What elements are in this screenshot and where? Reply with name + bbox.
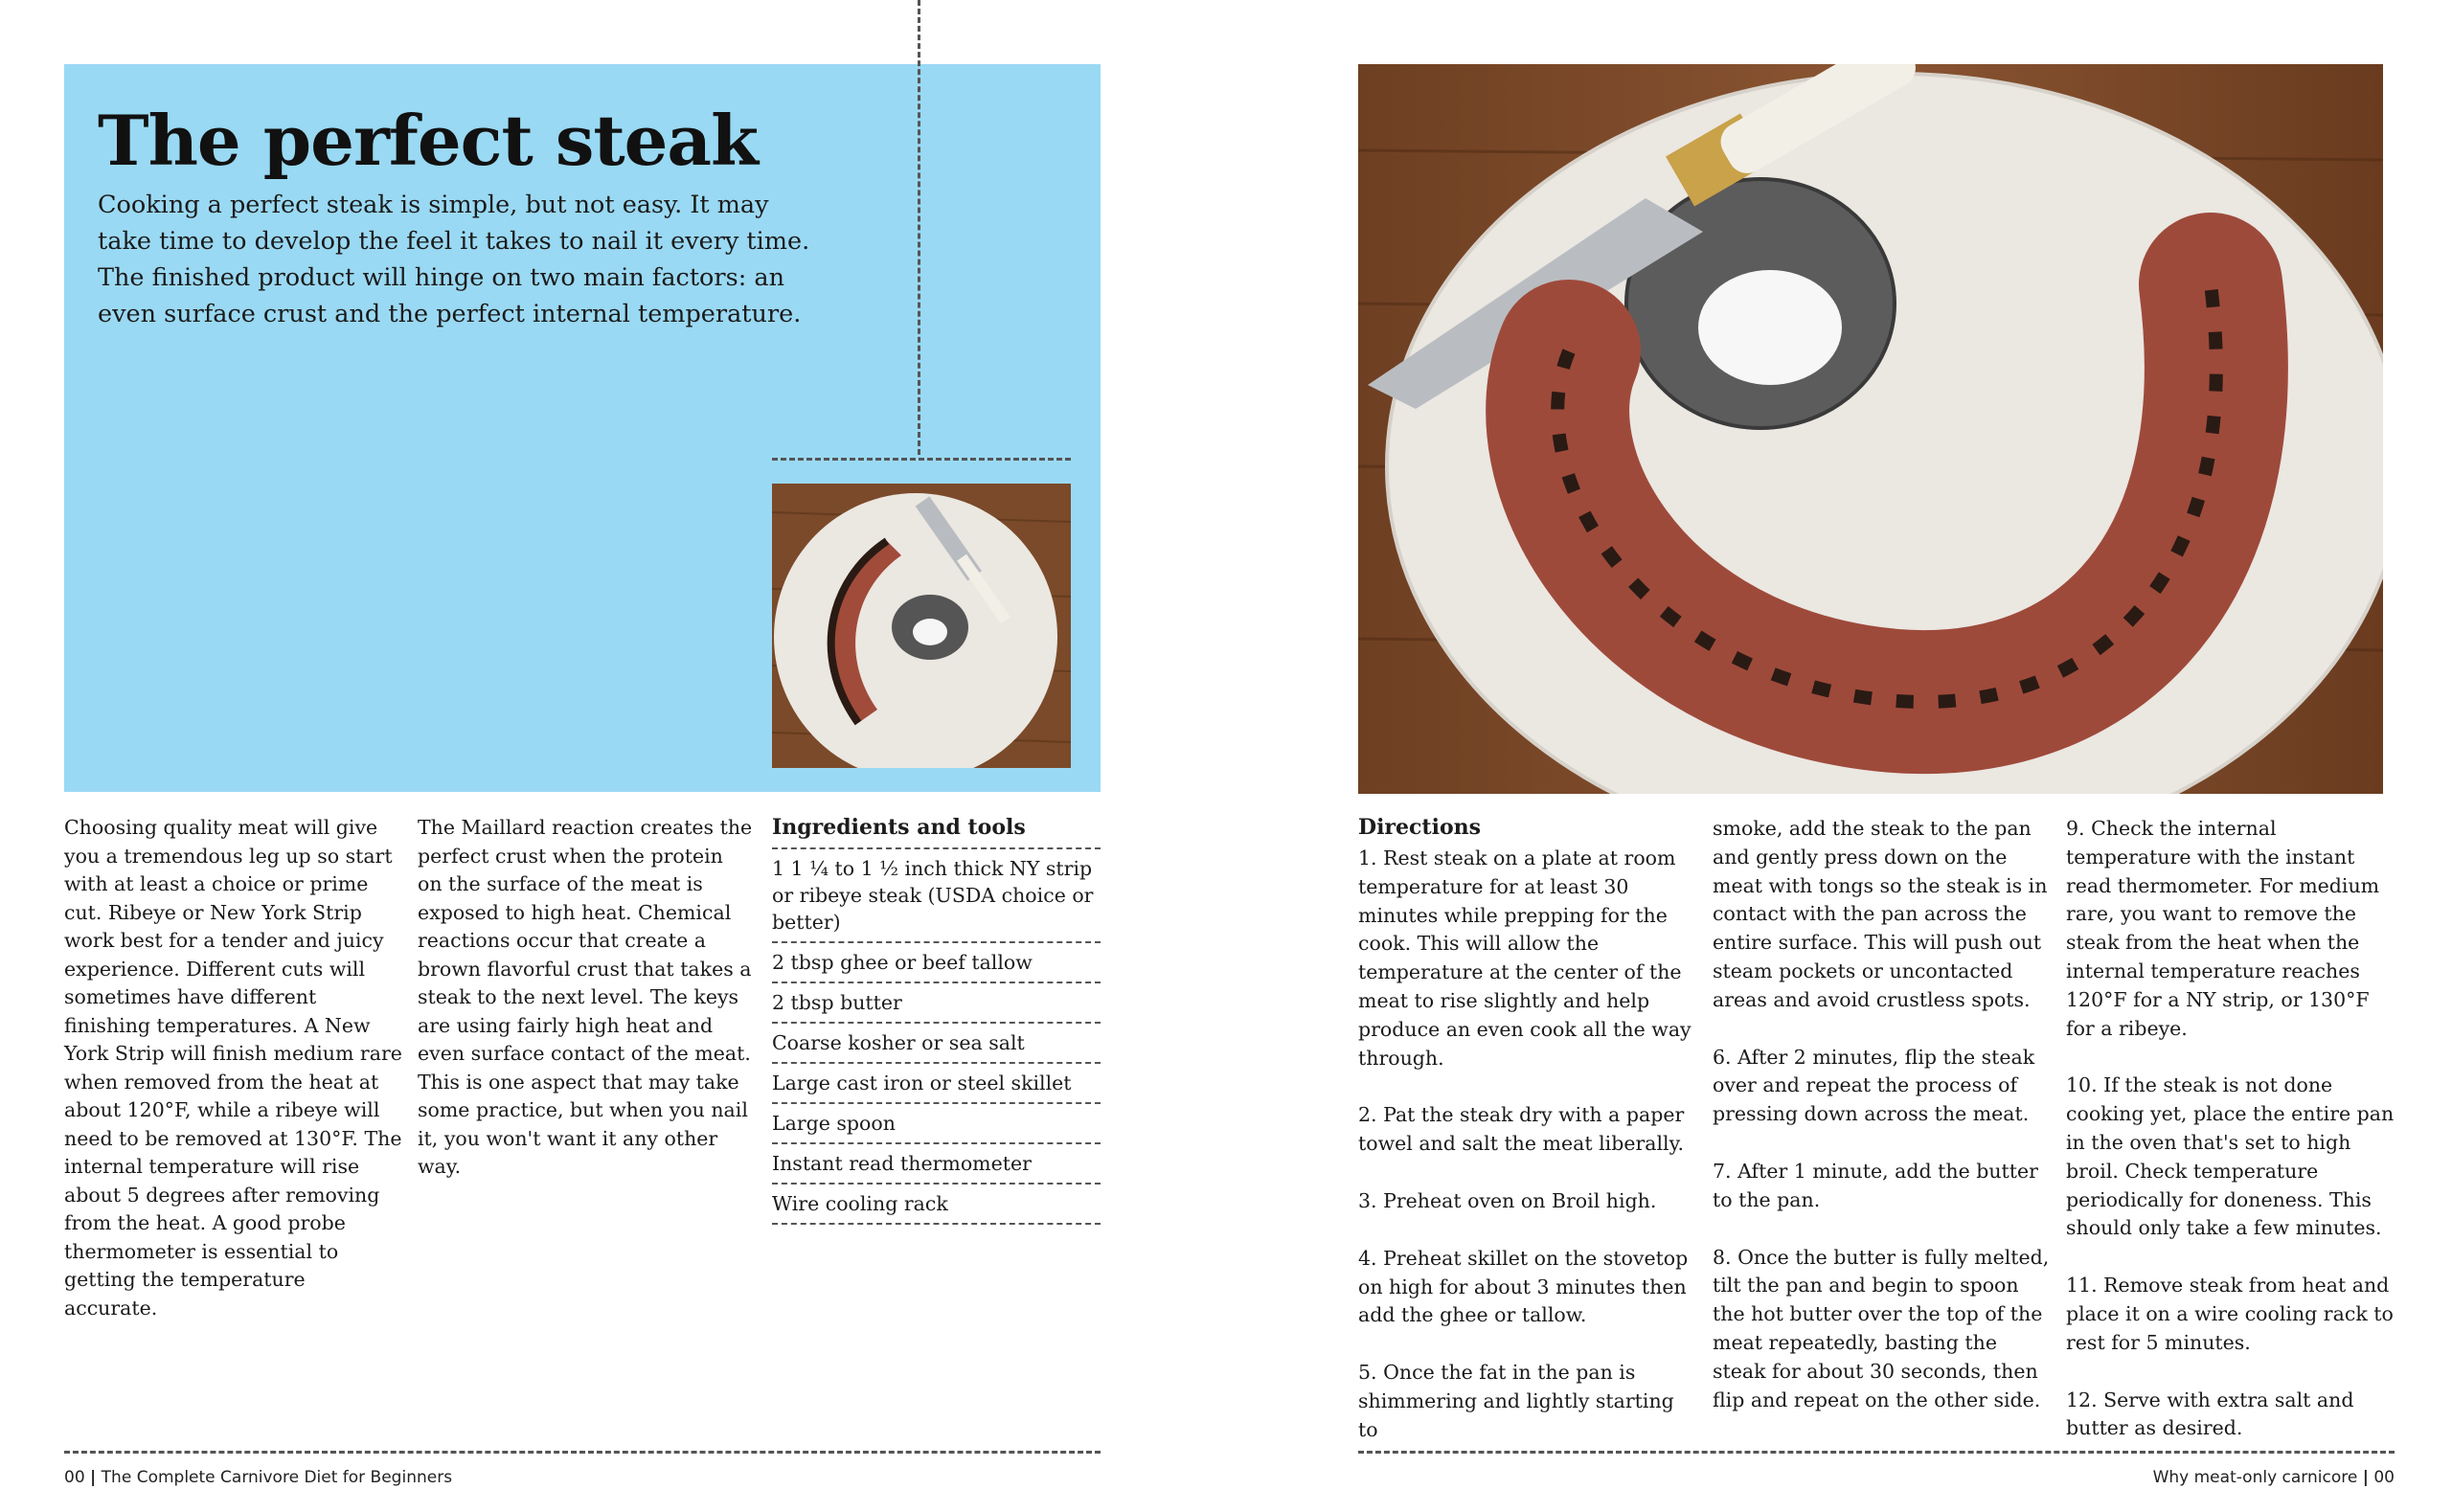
ingredients-list (772, 847, 1101, 1225)
direction-step: 2. Pat the steak dry with a paper towel and salt the meat liberally. (1358, 1103, 1685, 1156)
ingredient-item: Coarse kosher or sea salt (772, 1024, 1101, 1064)
direction-step: 1. Rest steak on a plate at room temperature for at least 30 minutes while prepping for the cook. This will allow the temperature at the center of the meat to rise slightly and help produce an even cook all the way through. (1358, 846, 1691, 1070)
directions-column-1 (1358, 845, 1693, 1474)
book-title: The Complete Carnivore Diet for Beginners (101, 1468, 453, 1487)
section-title: Why meat-only carnicore (2152, 1468, 2358, 1487)
footer-right: Why meat-only carnicore | 00 (2152, 1468, 2395, 1487)
ingredient-item: 1 1 ¼ to 1 ½ inch thick NY strip or ribeye steak (USDA choice or better) (772, 847, 1101, 943)
steak-thumbnail (772, 484, 1071, 768)
guide-line-horizontal (772, 458, 1071, 461)
body-column-2: The Maillard reaction creates the perfect crust when the protein on the surface of the meat is exposed to high heat. Chemical reactions occur that create a brown flavorful crust that takes a steak to the next level. The keys are using fairly high heat and even surface contact of the meat. This is one aspect that may take some practice, but when you nail it, you won't want it any other way. (418, 816, 753, 1178)
ingredient-item: 2 tbsp ghee or beef tallow (772, 943, 1101, 983)
direction-step: 5. Once the fat in the pan is shimmering and lightly starting to (1358, 1361, 1674, 1441)
footer-rule-right (1358, 1451, 2395, 1454)
direction-step: 7. After 1 minute, add the butter to the pan. (1713, 1159, 2038, 1211)
directions-heading: Directions (1358, 815, 1481, 840)
intro-text: Cooking a perfect steak is simple, but not easy. It may take time to develop the feel it takes to nail it every time. The finished product will hinge on two main factors: an even surface crust and the perfect internal temperature. (98, 191, 810, 328)
ingredients-heading: Ingredients and tools (772, 815, 1026, 840)
page-number: 00 (2373, 1468, 2395, 1487)
direction-step: 12. Serve with extra salt and butter as desired. (2066, 1388, 2354, 1440)
direction-step: 4. Preheat skillet on the stovetop on high for about 3 minutes then add the ghee or tallow. (1358, 1246, 1689, 1327)
footer-left: 00 | The Complete Carnivore Diet for Beginners (64, 1468, 453, 1487)
ingredient-item: Large spoon (772, 1104, 1101, 1144)
body-column-1: Choosing quality meat will give you a tremendous leg up so start with at least a choice or prime cut. Ribeye or New York Strip work best for a tender and juicy experience. Different cuts will sometimes have different finishing temperatures. A New York Strip will finish medium rare when removed from the heat at about 120°F, while a ribeye will need to be removed at 130°F. The internal temperature will rise about 5 degrees after removing from the heat. A good probe thermometer is essential to getting the temperature accurate. (64, 816, 402, 1320)
guide-line-vertical (918, 0, 920, 455)
steak-photo (1358, 64, 2383, 794)
directions-column-3 (2066, 815, 2401, 1472)
direction-step: 9. Check the internal temperature with the instant read thermometer. For medium rare, you want to remove the steak from the heat when the internal temperature reaches 120°F for a NY strip, or 130°F for a ribeye. (2066, 817, 2380, 1040)
directions-column-2 (1713, 815, 2053, 1443)
ingredient-item: Wire cooling rack (772, 1185, 1101, 1225)
ingredient-item: 2 tbsp butter (772, 983, 1101, 1024)
direction-step: 3. Preheat oven on Broil high. (1358, 1188, 1657, 1212)
direction-step: 10. If the steak is not done cooking yet, place the entire pan in the oven that's set to high broil. Check temperature periodically for doneness. This should only take a few minutes. (2066, 1073, 2395, 1240)
ingredient-item: Large cast iron or steel skillet (772, 1064, 1101, 1104)
page-title: The perfect steak (98, 100, 758, 181)
ingredient-item: Instant read thermometer (772, 1144, 1101, 1185)
direction-step: 11. Remove steak from heat and place it on a wire cooling rack to rest for 5 minutes. (2066, 1274, 2394, 1354)
direction-step: 8. Once the butter is fully melted, tilt the pan and begin to spoon the hot butter over the top of the meat repeatedly, basting the steak for about 30 seconds, then flip and repeat on the other side. (1713, 1245, 2050, 1411)
footer-rule-left (64, 1451, 1101, 1454)
direction-step: smoke, add the steak to the pan and gently press down on the meat with tongs so the steak is in contact with the pan across the entire surface. This will push out steam pockets or uncontacted areas and avoid crustless spots. (1713, 817, 2048, 1011)
page-number: 00 (64, 1468, 85, 1487)
direction-step: 6. After 2 minutes, flip the steak over and repeat the process of pressing down across the meat. (1713, 1045, 2035, 1126)
